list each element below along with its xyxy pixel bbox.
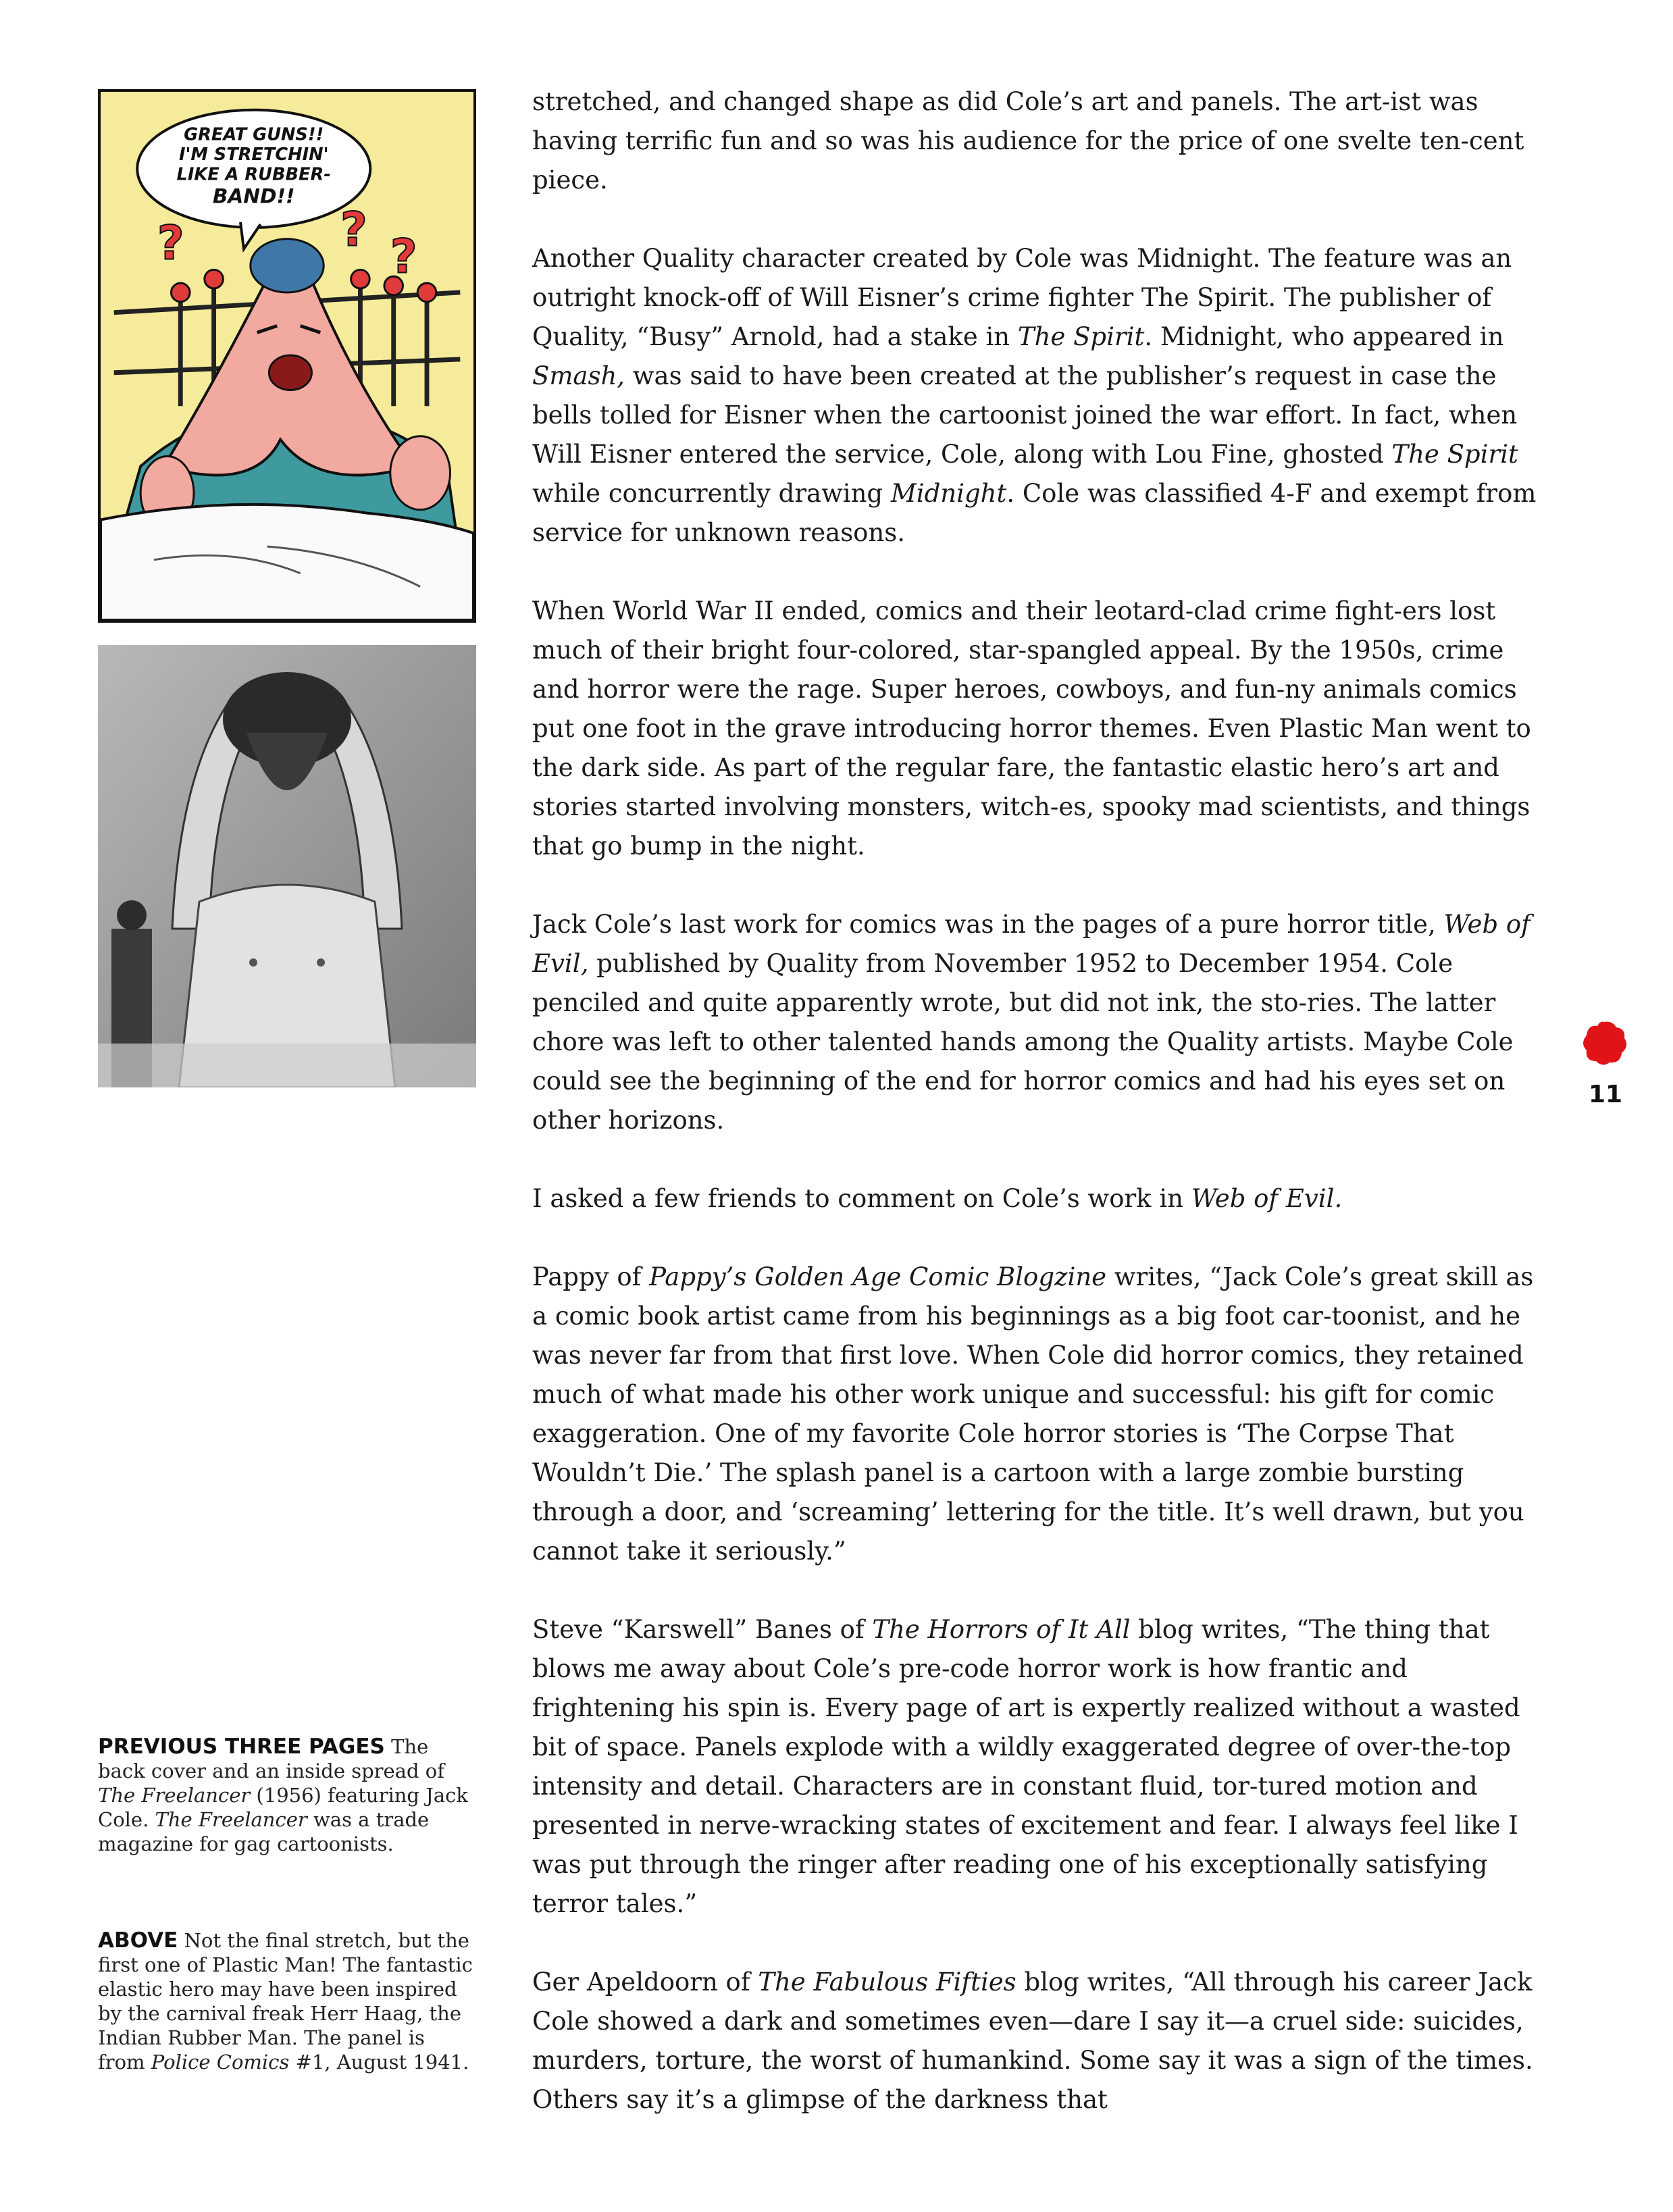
svg-text:?: ? [390, 230, 417, 284]
text-run: Another Quality character created by Cole was Midnight. The feature was an outright knock-off of Will Eisner’s crime fighter The Spirit. The publisher of Quality, “Busy” Arnold, had a stake in [532, 244, 1512, 351]
text-run: was said to have been created at the publisher’s request in case the bells tolled for Eisner when the cartoonist joined the war effort. In fact, when Will Eisner entered the service, Cole, along with Lou Fine, ghosted [532, 361, 1518, 469]
comic-panel-drawing [101, 92, 473, 620]
italic-title: Police Comics [151, 2051, 290, 2074]
italic-title: The Horrors of It All [872, 1615, 1131, 1644]
svg-text:?: ? [340, 203, 367, 257]
text-run: Jack Cole’s last work for comics was in the pages of a pure horror title, [532, 910, 1444, 939]
text-run: (1956) featuring Jack Cole. [98, 1784, 468, 1831]
paragraph-7 [532, 1610, 1539, 1924]
article-body [532, 82, 1539, 2159]
text-run: . Midnight, who appeared in [1144, 322, 1504, 351]
text-run: #1, August 1941. [289, 2051, 469, 2074]
text-run: writes, “Jack Cole’s great skill as a comic book artist came from his beginnings as a big foot car-toonist, and he was never far from that first love. When Cole did horror comics, they retained much of what made his other work unique and successful: his gift for comic exaggeration. One of my favorite Cole horror stories is ‘The Corpse That Wouldn’t Die.’ The splash panel is a cartoon with a large zombie bursting through a door, and ‘screaming’ lettering for the title. It’s well drawn, but you cannot take it seriously.” [532, 1262, 1534, 1566]
comic-panel-illustration [98, 89, 476, 623]
text-run: was a trade magazine for gag cartoonists. [98, 1808, 430, 1855]
paragraph-1 [532, 82, 1539, 200]
italic-title: Midnight [890, 479, 1007, 508]
caption-heading: ABOVE [98, 1928, 178, 1953]
paragraph-5 [532, 1179, 1539, 1218]
text-run: I asked a few friends to comment on Cole’s work in [532, 1184, 1191, 1213]
italic-title: The Spirit [1017, 322, 1145, 351]
paragraph-4 [532, 905, 1539, 1140]
balloon-line-4: BAND!! [212, 184, 295, 208]
italic-title: The Fabulous Fifties [758, 1967, 1016, 1997]
text-run: while concurrently drawing [532, 479, 891, 508]
paragraph-6 [532, 1258, 1539, 1571]
balloon-line-2: I'M STRETCHIN' [178, 144, 329, 165]
text-run: stretched, and changed shape as did Cole’s art and panels. The art-ist was having terrific fun and so was his audience for the price of one svelte ten-cent piece. [532, 87, 1524, 195]
balloon-line-1: GREAT GUNS!! [184, 124, 324, 145]
text-run: blog writes, “The thing that blows me away about Cole’s pre-code horror work is how frantic and frightening his spin is. Every page of art is expertly realized without a wasted bit of space. Panels explode with a wildly exaggerated degree of over-the-top intensity and detail. Characters are in constant fluid, tor-tured motion and presented in nerve-wracking states of excitement and fear. I always feel like I was put through the ringer after reading one of his exceptionally satisfying terror tales.” [532, 1615, 1520, 1918]
blood-splat-icon [1577, 1017, 1631, 1071]
caption-above [98, 1928, 476, 2074]
text-run: Steve “Karswell” Banes of [532, 1615, 873, 1644]
svg-text:?: ? [157, 216, 184, 271]
text-run: published by Quality from November 1952 to December 1954. Cole penciled and quite apparently wrote, but did not ink, the sto-ries. The latter chore was left to other talented hands among the Quality artists. Maybe Cole could see the beginning of the end for horror comics and had his eyes set on other horizons. [532, 949, 1514, 1135]
italic-title: Smash, [532, 361, 625, 390]
text-run: . Cole was classified 4-F and exempt from service for unknown reasons. [532, 479, 1537, 547]
italic-title: The Spirit [1391, 440, 1518, 469]
text-run: Ger Apeldoorn of [532, 1967, 758, 1997]
paragraph-3 [532, 592, 1539, 866]
caption-previous-pages [98, 1734, 476, 1856]
italic-title: Web of Evil, [532, 910, 1530, 978]
text-run: Pappy of [532, 1262, 650, 1291]
herr-haag-photo [98, 645, 476, 1087]
italic-title: The Freelancer [155, 1808, 307, 1831]
italic-title: The Freelancer [98, 1784, 251, 1807]
text-run: The back cover and an inside spread of [98, 1735, 444, 1782]
page-number: 11 [1589, 1081, 1623, 1108]
photo-drawing [98, 645, 476, 1087]
text-run: blog writes, “All through his career Jack Cole showed a dark and sometimes even—dare I say it—a cruel side: suicides, murders, torture, the worst of humankind. Some say it was a sign of the times. Others say it’s a glimpse of the darkness that [532, 1967, 1533, 2114]
text-run: Not the final stretch, but the first one of Plastic Man! The fantastic elastic hero may have been inspired by the carnival freak Herr Haag, the Indian Rubber Man. The panel is from [98, 1929, 473, 2074]
caption-heading: PREVIOUS THREE PAGES [98, 1734, 385, 1759]
balloon-line-3: LIKE A RUBBER- [176, 164, 331, 185]
paragraph-8 [532, 1963, 1539, 2119]
italic-title: Pappy’s Golden Age Comic Blogzine [649, 1262, 1107, 1291]
text-run: When World War II ended, comics and their leotard-clad crime fight-ers lost much of their bright four-colored, star-spangled appeal. By the 1950s, crime and horror were the rage. Super heroes, cowboys, and fun-ny animals comics put one foot in the grave introducing horror themes. Even Plastic Man went to the dark side. As part of the regular fare, the fantastic elastic hero’s art and stories started involving monsters, witch-es, spooky mad scientists, and things that go bump in the night. [532, 596, 1531, 860]
paragraph-2 [532, 239, 1539, 552]
italic-title: Web of Evil. [1191, 1184, 1343, 1213]
